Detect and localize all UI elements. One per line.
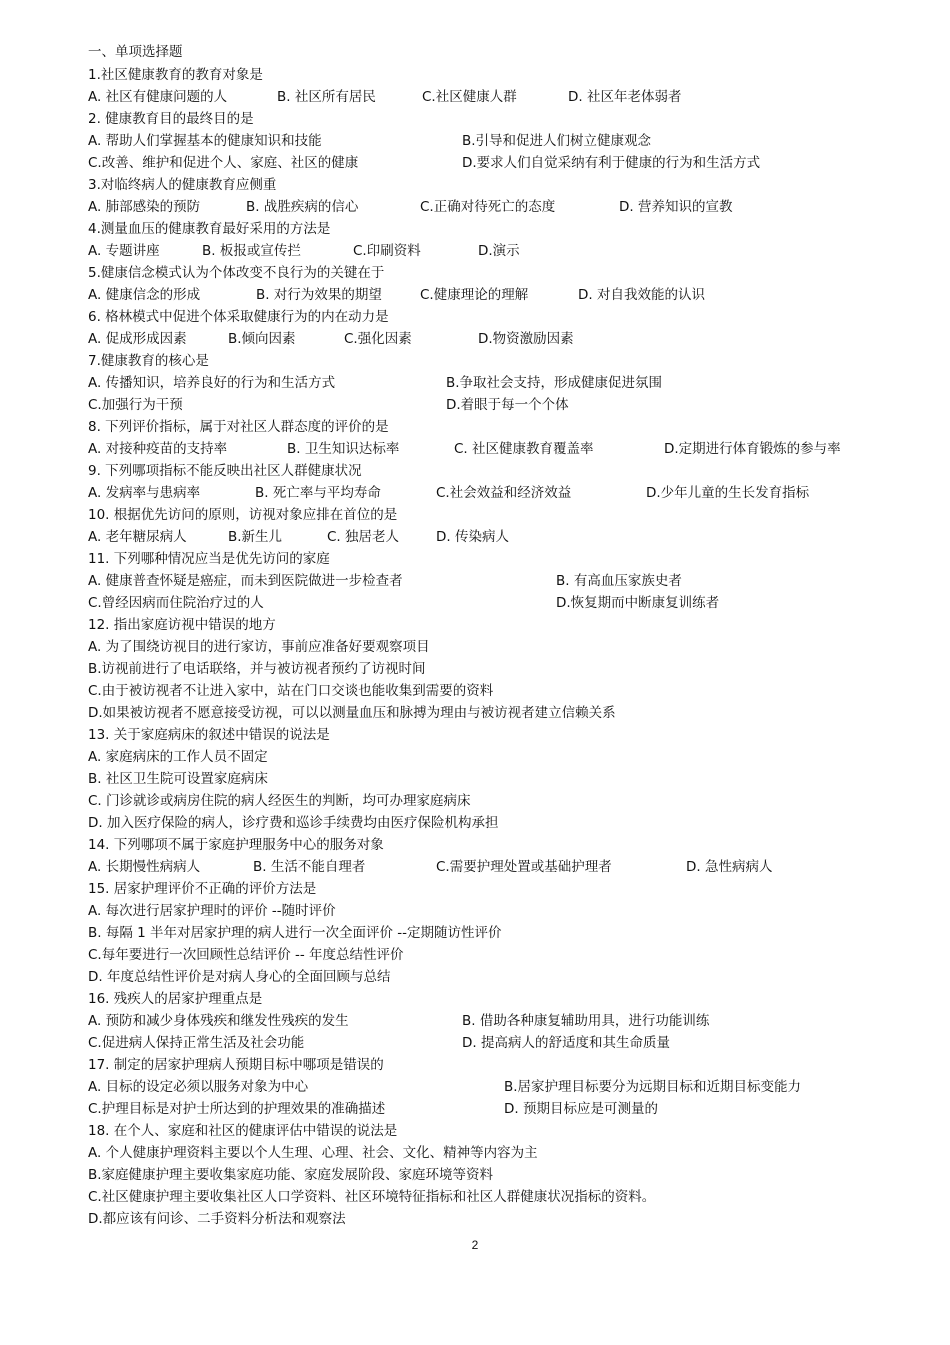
option: C.健康理论的理解 <box>420 287 529 303</box>
option: C.正确对待死亡的态度 <box>420 199 556 215</box>
question-stem: 17. 制定的居家护理病人预期目标中哪项是错误的 <box>88 1057 384 1073</box>
option: A. 帮助人们掌握基本的健康知识和技能 <box>88 133 322 149</box>
option: D. 提高病人的舒适度和其生命质量 <box>462 1035 670 1051</box>
option: B. 社区卫生院可设置家庭病床 <box>88 771 268 787</box>
option: D.着眼于每一个个体 <box>446 397 569 413</box>
question-stem: 11. 下列哪种情况应当是优先访问的家庭 <box>88 551 330 567</box>
option: D.要求人们自觉采纳有利于健康的行为和生活方式 <box>462 155 761 171</box>
option: B. 社区所有居民 <box>277 89 376 105</box>
question-stem: 2. 健康教育目的最终目的是 <box>88 111 254 127</box>
option: A. 个人健康护理资料主要以个人生理、心理、社会、文化、精神等内容为主 <box>88 1145 538 1161</box>
option: B. 生活不能自理者 <box>253 859 366 875</box>
option: D.定期进行体育锻炼的参与率 <box>664 441 841 457</box>
option: A. 为了围绕访视目的进行家访，事前应准备好要观察项目 <box>88 639 430 655</box>
option: D.物资激励因素 <box>478 331 574 347</box>
option: C.强化因素 <box>344 331 412 347</box>
option: C. 独居老人 <box>327 529 400 545</box>
question-stem: 3.对临终病人的健康教育应侧重 <box>88 177 277 193</box>
option: B. 借助各种康复辅助用具，进行功能训练 <box>462 1013 710 1029</box>
option: A. 专题讲座 <box>88 243 160 259</box>
option: D.如果被访视者不愿意接受访视，可以以测量血压和脉搏为理由与被访视者建立信赖关系 <box>88 705 616 721</box>
option: B. 对行为效果的期望 <box>256 287 382 303</box>
page-number: 2 <box>471 1238 479 1252</box>
option: C.加强行为干预 <box>88 397 183 413</box>
option: B. 卫生知识达标率 <box>287 441 400 457</box>
question-stem: 1.社区健康教育的教育对象是 <box>88 67 263 83</box>
question-stem: 8. 下列评价指标，属于对社区人群态度的评价的是 <box>88 419 389 435</box>
question-stem: 12. 指出家庭访视中错误的地方 <box>88 617 276 633</box>
option: A. 发病率与患病率 <box>88 485 201 501</box>
option: A. 目标的设定必须以服务对象为中心 <box>88 1079 309 1095</box>
option: C.促进病人保持正常生活及社会功能 <box>88 1035 305 1051</box>
question-stem: 10. 根据优先访问的原则，访视对象应排在首位的是 <box>88 507 398 523</box>
question-stem: 14. 下列哪项不属于家庭护理服务中心的服务对象 <box>88 837 384 853</box>
option: B. 每隔 1 半年对居家护理的病人进行一次全面评价 --定期随访性评价 <box>88 925 502 941</box>
option: A. 预防和减少身体残疾和继发性残疾的发生 <box>88 1013 349 1029</box>
option: D. 对自我效能的认识 <box>578 287 705 303</box>
option: D.恢复期而中断康复训练者 <box>556 595 720 611</box>
option: C.印刷资料 <box>353 243 421 259</box>
option: B.新生儿 <box>228 529 283 545</box>
question-stem: 15. 居家护理评价不正确的评价方法是 <box>88 881 317 897</box>
option: A. 传播知识，培养良好的行为和生活方式 <box>88 375 336 391</box>
option: C. 社区健康教育覆盖率 <box>454 441 594 457</box>
option: C.社会效益和经济效益 <box>436 485 572 501</box>
option: B.倾向因素 <box>228 331 296 347</box>
option: A. 促成形成因素 <box>88 331 187 347</box>
option: A. 长期慢性病病人 <box>88 859 201 875</box>
option: C.改善、维护和促进个人、家庭、社区的健康 <box>88 155 359 171</box>
option: D.都应该有问诊、二手资料分析法和观察法 <box>88 1211 346 1227</box>
option: B.居家护理目标要分为远期目标和近期目标变能力 <box>504 1079 802 1095</box>
option: D.少年儿童的生长发育指标 <box>646 485 810 501</box>
option: B.家庭健康护理主要收集家庭功能、家庭发展阶段、家庭环境等资料 <box>88 1167 494 1183</box>
option: C.由于被访视者不让进入家中，站在门口交谈也能收集到需要的资料 <box>88 683 494 699</box>
option: D. 加入医疗保险的病人，诊疗费和巡诊手续费均由医疗保险机构承担 <box>88 815 499 831</box>
option: B.引导和促进人们树立健康观念 <box>462 133 652 149</box>
section-title: 一、单项选择题 <box>88 44 183 60</box>
option: C. 门诊就诊或病房住院的病人经医生的判断，均可办理家庭病床 <box>88 793 471 809</box>
option: B. 战胜疾病的信心 <box>246 199 359 215</box>
option: A. 肺部感染的预防 <box>88 199 201 215</box>
option: A. 老年糖尿病人 <box>88 529 187 545</box>
option: D. 传染病人 <box>436 529 509 545</box>
question-stem: 6. 格林模式中促进个体采取健康行为的内在动力是 <box>88 309 389 325</box>
option: C.社区健康护理主要收集社区人口学资料、社区环境特征指标和社区人群健康状况指标的资料。 <box>88 1189 656 1205</box>
option: B.访视前进行了电话联络，并与被访视者预约了访视时间 <box>88 661 426 677</box>
option: A. 每次进行居家护理时的评价 --随时评价 <box>88 903 336 919</box>
question-stem: 13. 关于家庭病床的叙述中错误的说法是 <box>88 727 330 743</box>
option: A. 家庭病床的工作人员不固定 <box>88 749 268 765</box>
option: B. 板报或宣传拦 <box>202 243 301 259</box>
question-stem: 18. 在个人、家庭和社区的健康评估中错误的说法是 <box>88 1123 398 1139</box>
option: C.护理目标是对护士所达到的护理效果的准确描述 <box>88 1101 386 1117</box>
question-stem: 4.测量血压的健康教育最好采用的方法是 <box>88 221 331 237</box>
option: D. 预期目标应是可测量的 <box>504 1101 658 1117</box>
option: A. 社区有健康问题的人 <box>88 89 228 105</box>
option: D.演示 <box>478 243 520 259</box>
question-stem: 5.健康信念模式认为个体改变不良行为的关键在于 <box>88 265 385 281</box>
question-stem: 16. 残疾人的居家护理重点是 <box>88 991 263 1007</box>
option: D. 年度总结性评价是对病人身心的全面回顾与总结 <box>88 969 391 985</box>
question-stem: 9. 下列哪项指标不能反映出社区人群健康状况 <box>88 463 362 479</box>
option: C.曾经因病而住院治疗过的人 <box>88 595 264 611</box>
option: D. 社区年老体弱者 <box>568 89 682 105</box>
option: A. 健康普查怀疑是癌症，而未到医院做进一步检查者 <box>88 573 403 589</box>
option: A. 对接种疫苗的支持率 <box>88 441 228 457</box>
option: B. 有高血压家族史者 <box>556 573 682 589</box>
option: B. 死亡率与平均寿命 <box>255 485 381 501</box>
option: C.社区健康人群 <box>422 89 517 105</box>
question-stem: 7.健康教育的核心是 <box>88 353 209 369</box>
option: D. 营养知识的宣教 <box>619 199 733 215</box>
option: A. 健康信念的形成 <box>88 287 201 303</box>
option: B.争取社会支持，形成健康促进氛围 <box>446 375 663 391</box>
option: C.需要护理处置或基础护理者 <box>436 859 612 875</box>
option: C.每年要进行一次回顾性总结评价 -- 年度总结性评价 <box>88 947 404 963</box>
option: D. 急性病病人 <box>686 859 773 875</box>
